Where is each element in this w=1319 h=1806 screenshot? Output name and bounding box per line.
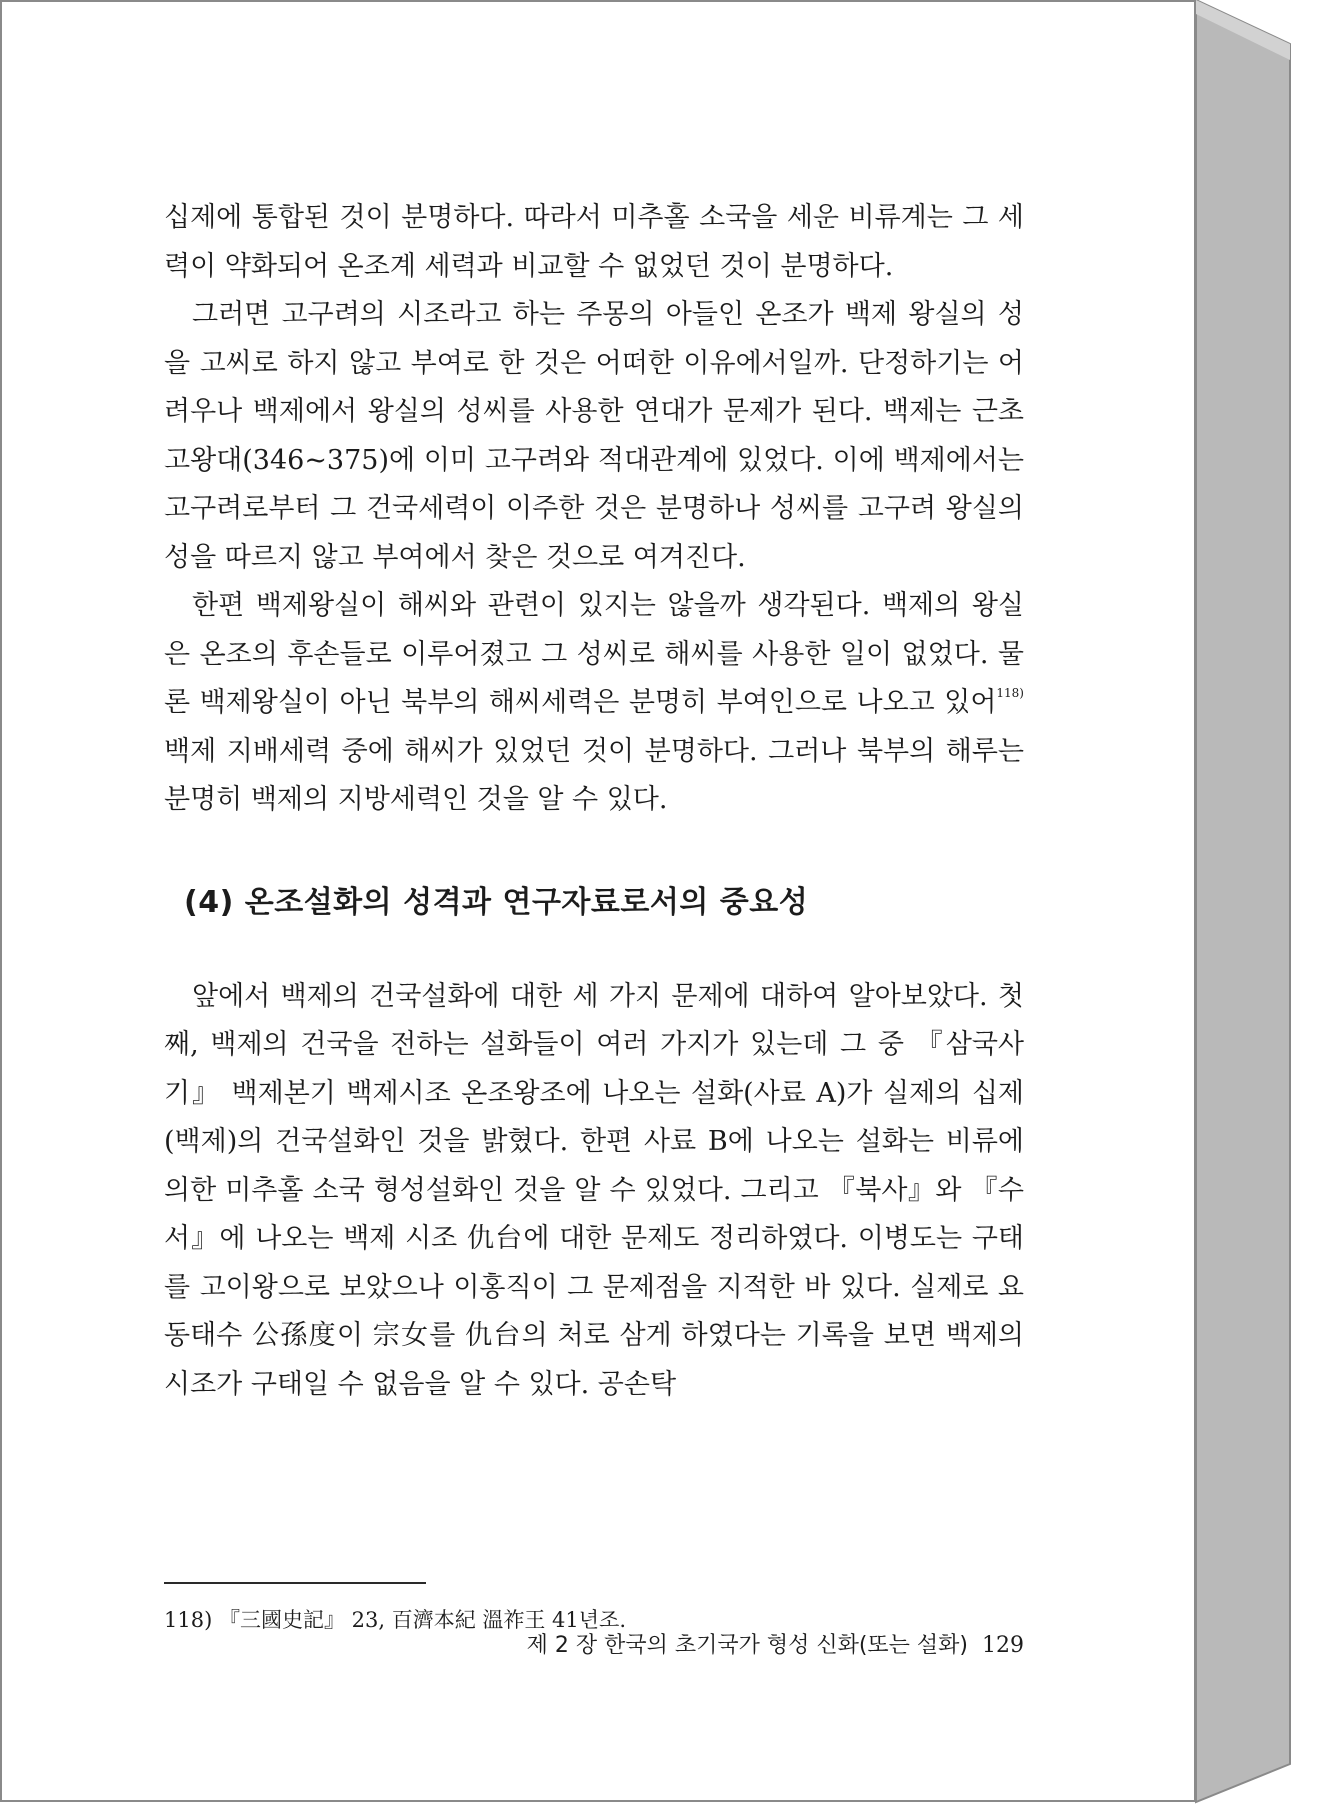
paragraph-3: [164, 582, 1024, 825]
body-text: [164, 194, 1024, 1409]
footnote-divider: [164, 1582, 426, 1584]
paragraph-4: 앞에서 백제의 건국설화에 대한 세 가지 문제에 대하여 알아보았다. 첫째, 백제의 건국을 전하는 설화들이 여러 가지가 있는데 그 중 『삼국사기』 백제본기 백제시조 온조왕조에 나오는 설화(사료 A)가 실제의 십제(백제)의 건국설화인 것을 밝혔다. 한편 사료 B에 나오는 설화는 비류에 의한 미추홀 소국 형성설화인 것을 알 수 있었다. 그리고 『북사』와 『수서』에 나오는 백제 시조 仇台에 대한 문제도 정리하였다. 이병도는 구태를 고이왕으로 보았으나 이홍직이 그 문제점을 지적한 바 있다. 실제로 요동태수 公孫度이 宗女를 仇台의 처로 삼게 하였다는 기록을 보면 백제의 시조가 구태일 수 없음을 알 수 있다. 공손탁: [164, 980, 1024, 1400]
paragraph-3-part-b: 백제 지배세력 중에 해씨가 있었던 것이 분명하다. 그러나 북부의 해루는 분명히 백제의 지방세력인 것을 알 수 있다.: [164, 735, 1024, 815]
page-number: 129: [982, 1633, 1024, 1658]
footnote-ref-118: 118): [996, 686, 1024, 700]
paragraph-1: 십제에 통합된 것이 분명하다. 따라서 미추홀 소국을 세운 비류계는 그 세력이 약화되어 온조계 세력과 비교할 수 없었던 것이 분명하다.: [164, 202, 1024, 282]
section-heading: (4) 온조설화의 성격과 연구자료로서의 중요성: [184, 884, 809, 920]
paragraph-3-part-a: 한편 백제왕실이 해씨와 관련이 있지는 않을까 생각된다. 백제의 왕실은 온조의 후손들로 이루어졌고 그 성씨로 해씨를 사용한 일이 없었다. 물론 백제왕실이 아닌 북부의 해씨세력은 분명히 부여인으로 나오고 있어: [164, 590, 1024, 718]
footnote: 118) 『三國史記』 23, 百濟本紀 溫祚王 41년조.: [164, 1608, 627, 1632]
running-title: 제 2 장 한국의 초기국가 형성 신화(또는 설화): [526, 1633, 968, 1658]
page-footer: [520, 1628, 1024, 1659]
paragraph-2: 그러면 고구려의 시조라고 하는 주몽의 아들인 온조가 백제 왕실의 성을 고씨로 하지 않고 부여로 한 것은 어떠한 이유에서일까. 단정하기는 어려우나 백제에서 왕실의 성씨를 사용한 연대가 문제가 된다. 백제는 근초고왕대(346~375)에 이미 고구려와 적대관계에 있었다. 이에 백제에서는 고구려로부터 그 건국세력이 이주한 것은 분명하나 성씨를 고구려 왕실의 성을 따르지 않고 부여에서 찾은 것으로 여겨진다.: [164, 299, 1024, 573]
